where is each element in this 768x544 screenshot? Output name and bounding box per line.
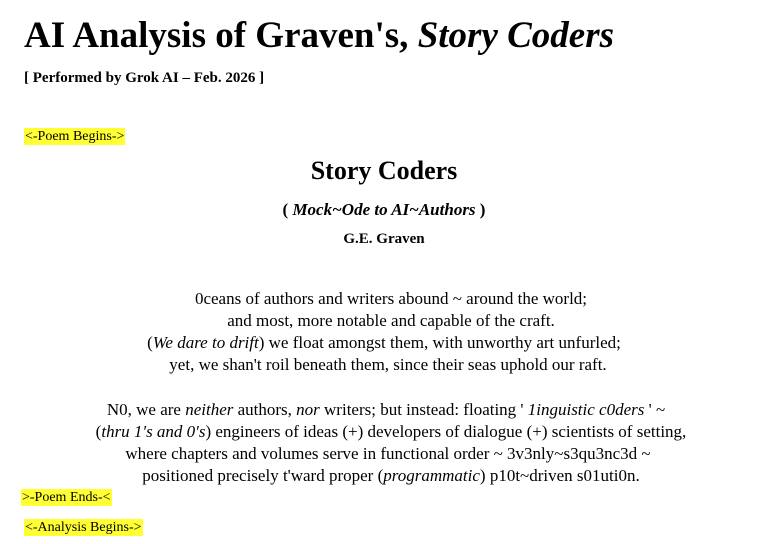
stanza-2-line-4-b: ) p10t~driven s01uti0n. bbox=[479, 466, 640, 485]
poem-subtitle bbox=[0, 199, 768, 221]
poem-ends-marker: >-Poem Ends-< bbox=[22, 490, 111, 505]
stanza-2-line-1-em2: nor bbox=[296, 400, 320, 419]
stanza-1-line-3-rest: ) we float amongst them, with unworthy art unfurled; bbox=[258, 333, 621, 352]
stanza-2-line-1-b: authors, bbox=[233, 400, 297, 419]
stanza-2-line-1-em3: 1inguistic c0ders bbox=[527, 400, 645, 419]
stanza-1-line-1: 0ceans of authors and writers abound ~ around the world; bbox=[194, 289, 588, 308]
page-title-main: AI Analysis of Graven's, bbox=[24, 15, 409, 56]
poem-title: Story Coders bbox=[310, 156, 458, 185]
stanza-1-line-3-open: ( bbox=[147, 333, 153, 352]
poem-subtitle-open: ( bbox=[282, 200, 293, 219]
stanza-2-line-1-d: ' ~ bbox=[644, 400, 666, 419]
stanza-2-line-1-c: writers; but instead: floating ' bbox=[319, 400, 528, 419]
stanza-2-line-2-em: thru 1's and 0's bbox=[101, 422, 206, 441]
poem-subtitle-text: Mock~Ode to AI~Authors bbox=[292, 200, 476, 219]
stanza-2-line-1 bbox=[0, 399, 768, 421]
stanza-2-line-4-a: positioned precisely t'ward proper ( bbox=[142, 466, 384, 485]
stanza-2-line-4-em: programmatic bbox=[383, 466, 480, 485]
page-title bbox=[24, 14, 614, 58]
poem-subtitle-close: ) bbox=[475, 200, 486, 219]
stanza-1-line-3-em: We dare to drift bbox=[152, 333, 259, 352]
stanza-1-line-3 bbox=[0, 332, 768, 354]
page-title-italic: Story Coders bbox=[417, 15, 615, 56]
stanza-2-line-4 bbox=[0, 465, 768, 487]
stanza-1-line-2: and most, more notable and capable of the craft. bbox=[227, 311, 555, 330]
stanza-2-line-2-rest: ) engineers of ideas (+) developers of dialogue (+) scientists of setting, bbox=[205, 422, 687, 441]
stanza-2-line-3: where chapters and volumes serve in functional order ~ 3v3nly~s3qu3nc3d ~ bbox=[125, 444, 651, 463]
stanza-2-line-2 bbox=[0, 421, 768, 443]
poem-stanza-2 bbox=[0, 399, 768, 487]
stanza-2-line-1-em1: neither bbox=[185, 400, 234, 419]
poem-begins-marker: <-Poem Begins-> bbox=[25, 129, 125, 144]
stanza-2-line-1-a: N0, we are bbox=[106, 400, 186, 419]
poem-stanza-1 bbox=[0, 288, 768, 376]
poem-author: G.E. Graven bbox=[343, 231, 425, 247]
analysis-begins-marker: <-Analysis Begins-> bbox=[25, 520, 142, 535]
stanza-2-line-2-open: ( bbox=[95, 422, 102, 441]
stanza-1-line-4: yet, we shan't roil beneath them, since their seas uphold our raft. bbox=[169, 355, 607, 374]
page-subtitle: [ Performed by Grok AI – Feb. 2026 ] bbox=[24, 70, 265, 86]
